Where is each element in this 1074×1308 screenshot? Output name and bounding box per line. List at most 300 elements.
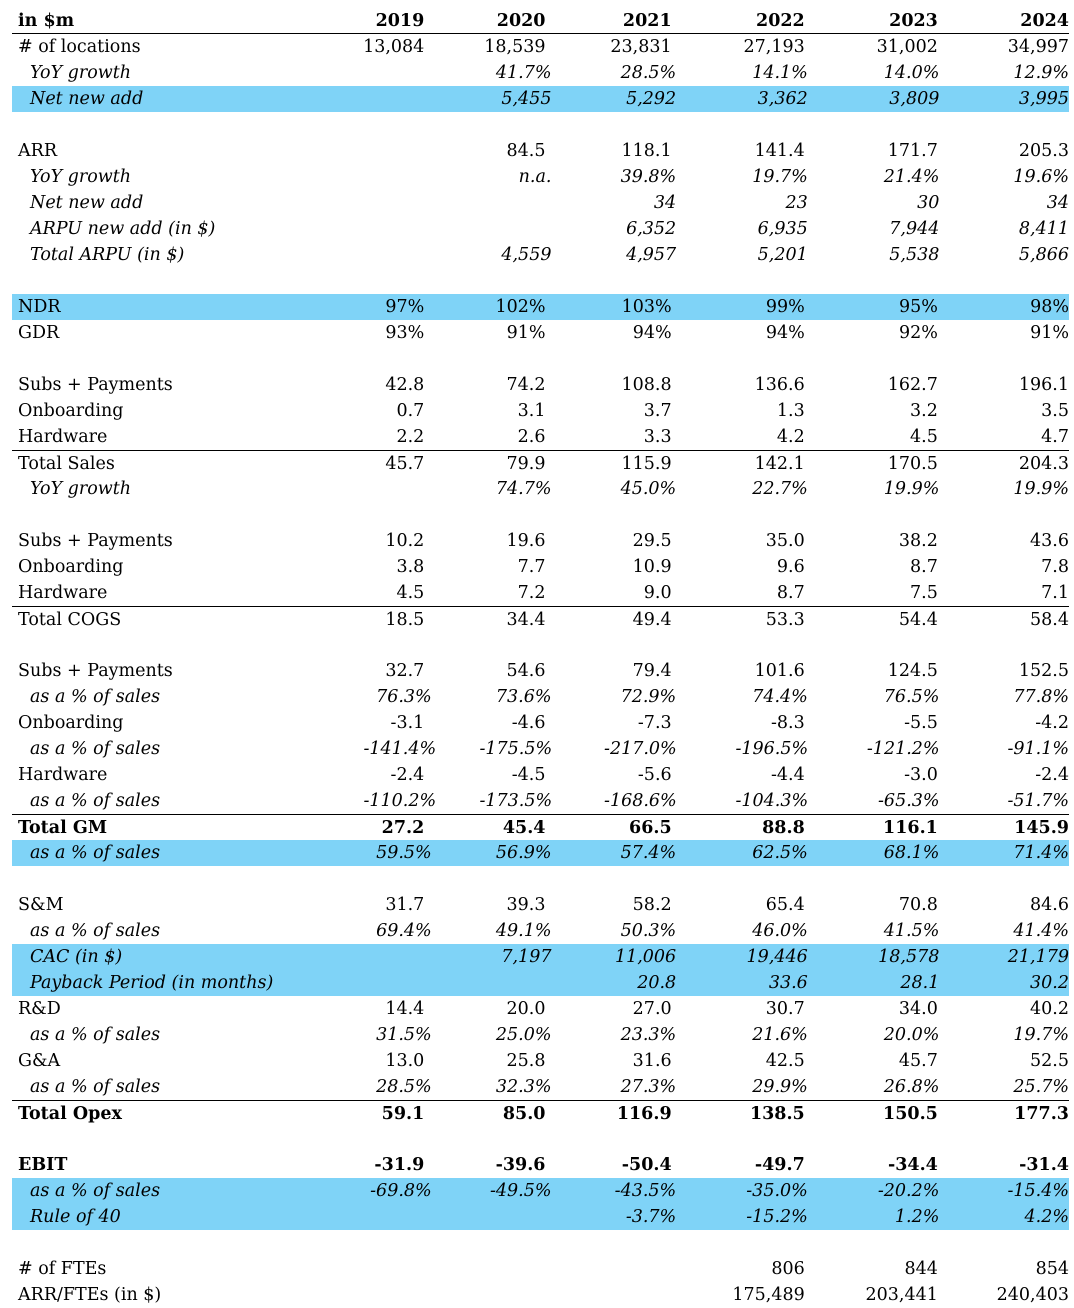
cell-2020: 25.8 <box>506 1051 546 1071</box>
cell-2020: 34.4 <box>506 610 546 630</box>
row-label: Onboarding <box>18 557 124 577</box>
cell-2021: 3.3 <box>643 427 672 447</box>
cell-2022: 141.4 <box>754 141 805 161</box>
cell-2020 <box>432 190 552 216</box>
cell-2022: 138.5 <box>749 1104 805 1124</box>
row-label: Net new add <box>30 89 144 109</box>
cell-2020: -4.5 <box>511 765 546 785</box>
cell-2023: 4.5 <box>910 427 938 447</box>
cell-2023: 28.1 <box>900 973 940 993</box>
cell-2023: 31,002 <box>876 37 938 57</box>
cell-2024: 7.1 <box>1041 583 1069 603</box>
row-label: as a % of sales <box>30 921 161 941</box>
cell-2019: 2.2 <box>396 427 425 447</box>
cell-2023: 203,441 <box>865 1285 938 1305</box>
cell-2024: 7.8 <box>1041 557 1069 577</box>
cell-2021: 28.5% <box>620 63 677 83</box>
row-label: Total Sales <box>18 454 115 474</box>
cell-2024: 84.6 <box>1030 895 1069 915</box>
cell-2024: 98% <box>1030 297 1069 317</box>
year-2021: 2021 <box>622 11 672 31</box>
cell-2023: 116.1 <box>883 818 938 838</box>
cell-2019 <box>364 242 432 268</box>
cell-2019 <box>364 164 432 190</box>
table-row <box>12 34 1069 60</box>
row-label: GDR <box>18 323 60 343</box>
cell-2022: 35.0 <box>765 531 805 551</box>
table-row <box>12 944 1069 970</box>
cell-2019: -3.1 <box>390 713 425 733</box>
year-2019: 2019 <box>375 11 425 31</box>
row-label: # of locations <box>18 37 141 57</box>
row-label: Payback Period (in months) <box>30 973 274 993</box>
row-label: NDR <box>18 297 61 317</box>
cell-2020: 84.5 <box>506 141 546 161</box>
cell-2021: 58.2 <box>632 895 672 915</box>
table-row <box>12 1048 1069 1074</box>
cell-2019 <box>364 60 432 86</box>
cell-2020: 41.7% <box>495 63 552 83</box>
cell-2023: -121.2% <box>866 739 940 759</box>
cell-2022: 806 <box>771 1259 805 1279</box>
cell-2020: 5,455 <box>501 89 552 109</box>
table-row <box>12 1256 1069 1282</box>
cell-2024: 204.3 <box>1018 454 1069 474</box>
cell-2022: 74.4% <box>752 687 808 707</box>
cell-2021: 27.3% <box>620 1077 677 1097</box>
cell-2020: 4,559 <box>501 245 552 265</box>
cell-2022: -35.0% <box>746 1181 808 1201</box>
cell-2021: 66.5 <box>629 818 672 838</box>
row-label: as a % of sales <box>30 687 161 707</box>
cell-2022: 8.7 <box>776 583 805 603</box>
cell-2019: 59.5% <box>376 843 432 863</box>
table-row <box>12 970 1069 996</box>
cell-2020: 32.3% <box>495 1077 552 1097</box>
table-row <box>12 1152 1069 1178</box>
row-label: as a % of sales <box>30 791 161 811</box>
cell-2020: 39.3 <box>506 895 546 915</box>
cell-2019: -2.4 <box>390 765 425 785</box>
cell-2022: 136.6 <box>754 375 805 395</box>
cell-2023: 92% <box>898 323 938 343</box>
row-label: Total COGS <box>18 610 122 630</box>
row-label: Hardware <box>18 583 108 603</box>
cell-2023: -3.0 <box>904 765 938 785</box>
row-label: Hardware <box>18 765 108 785</box>
year-2023: 2023 <box>889 11 938 31</box>
cell-2024: 21,179 <box>1007 947 1069 967</box>
cell-2024: -4.2 <box>1035 713 1069 733</box>
row-label: S&M <box>18 895 64 915</box>
year-2024: 2024 <box>1020 11 1069 31</box>
table-row <box>12 294 1069 320</box>
cell-2023: 150.5 <box>883 1104 938 1124</box>
cell-2019: -69.8% <box>370 1181 432 1201</box>
cell-2020: 25.0% <box>495 1025 552 1045</box>
cell-2019 <box>356 1256 425 1282</box>
cell-2020 <box>432 970 552 996</box>
cell-2023: 8.7 <box>910 557 938 577</box>
cell-2020: 20.0 <box>506 999 546 1019</box>
table-row <box>12 606 1069 632</box>
cell-2019: 31.5% <box>376 1025 432 1045</box>
row-label: as a % of sales <box>30 843 161 863</box>
cell-2023: 1.2% <box>894 1207 940 1227</box>
table-row <box>12 736 1069 762</box>
cell-2021 <box>545 1256 671 1282</box>
cell-2021: 72.9% <box>620 687 677 707</box>
cell-2019: 27.2 <box>381 818 425 838</box>
cell-2019: -110.2% <box>363 791 437 811</box>
cell-2020: 74.2 <box>506 375 546 395</box>
row-label: as a % of sales <box>30 1077 161 1097</box>
cell-2021: -5.6 <box>637 765 672 785</box>
cell-2022: 94% <box>765 323 805 343</box>
cell-2021: 108.8 <box>621 375 672 395</box>
cell-2021: 45.0% <box>620 479 677 499</box>
cell-2019: 28.5% <box>376 1077 432 1097</box>
table-row <box>12 658 1069 684</box>
cell-2023: 38.2 <box>898 531 938 551</box>
cell-2023: 26.8% <box>883 1077 940 1097</box>
cell-2021: 39.8% <box>620 167 677 187</box>
cell-2020: -173.5% <box>479 791 553 811</box>
cell-2024: 177.3 <box>1014 1104 1069 1124</box>
cell-2023: 54.4 <box>898 610 938 630</box>
table-row <box>12 424 1069 450</box>
cell-2022: 1.3 <box>776 401 805 421</box>
cell-2022: 62.5% <box>752 843 808 863</box>
cell-2024: 196.1 <box>1018 375 1069 395</box>
cell-2022: -15.2% <box>746 1207 808 1227</box>
cell-2024: 5,866 <box>1018 245 1069 265</box>
cell-2019 <box>364 216 432 242</box>
cell-2020: 102% <box>495 297 546 317</box>
cell-2022: 175,489 <box>732 1285 805 1305</box>
cell-2019: 93% <box>385 323 425 343</box>
row-label: as a % of sales <box>30 1025 161 1045</box>
row-label: Total GM <box>18 818 108 838</box>
row-label: Hardware <box>18 427 108 447</box>
cell-2024: -31.4 <box>1019 1155 1069 1175</box>
cell-2023: -65.3% <box>878 791 940 811</box>
row-label: Onboarding <box>18 401 124 421</box>
spacer-row <box>12 1126 1069 1152</box>
table-row <box>12 814 1069 840</box>
cell-2024: 34 <box>1046 193 1069 213</box>
cell-2019 <box>364 86 432 112</box>
table-row <box>12 372 1069 398</box>
cell-2021: 4,957 <box>626 245 677 265</box>
cell-2022: -104.3% <box>735 791 809 811</box>
spacer-row <box>12 866 1069 892</box>
cell-2020 <box>424 1256 545 1282</box>
cell-2020 <box>424 1282 545 1308</box>
cell-2019: -31.9 <box>374 1155 425 1175</box>
cell-2020: -4.6 <box>511 713 546 733</box>
cell-2024: -2.4 <box>1035 765 1069 785</box>
cell-2021: 79.4 <box>632 661 672 681</box>
cell-2019: 13.0 <box>385 1051 425 1071</box>
cell-2020: 7.7 <box>517 557 546 577</box>
row-label: G&A <box>18 1051 61 1071</box>
table-row <box>12 684 1069 710</box>
cell-2023: 3,809 <box>889 89 940 109</box>
row-label: YoY growth <box>30 479 132 499</box>
cell-2021: 50.3% <box>620 921 677 941</box>
header-row <box>12 8 1069 34</box>
cell-2022: 101.6 <box>754 661 805 681</box>
cell-2021: -43.5% <box>614 1181 677 1201</box>
table-row <box>12 710 1069 736</box>
cell-2023: 20.0% <box>883 1025 940 1045</box>
cell-2020: 2.6 <box>517 427 546 447</box>
table-row <box>12 1178 1069 1204</box>
table-row <box>12 242 1069 268</box>
row-label: YoY growth <box>30 167 132 187</box>
cell-2022: 33.6 <box>768 973 808 993</box>
cell-2024: 58.4 <box>1030 610 1069 630</box>
cell-2020: 54.6 <box>506 661 546 681</box>
cell-2022: 23 <box>785 193 808 213</box>
year-2022: 2022 <box>756 11 805 31</box>
cell-2019 <box>356 1282 425 1308</box>
cell-2019: 76.3% <box>376 687 432 707</box>
cell-2019: -141.4% <box>363 739 437 759</box>
row-label: Subs + Payments <box>18 531 173 551</box>
cell-2022: 88.8 <box>762 818 805 838</box>
cell-2022: 22.7% <box>752 479 808 499</box>
spacer-row <box>12 268 1069 294</box>
cell-2023: -34.4 <box>887 1155 938 1175</box>
cell-2020: 7.2 <box>517 583 546 603</box>
cell-2023: 124.5 <box>887 661 938 681</box>
cell-2023: 14.0% <box>883 63 940 83</box>
table-row <box>12 996 1069 1022</box>
table-row <box>12 1282 1069 1308</box>
table-row <box>12 528 1069 554</box>
cell-2024: 3,995 <box>1018 89 1069 109</box>
cell-2022: 42.5 <box>765 1051 805 1071</box>
cell-2020: 7,197 <box>501 947 552 967</box>
cell-2021: -7.3 <box>637 713 672 733</box>
row-label: Net new add <box>30 193 144 213</box>
row-label: ARR <box>18 141 57 161</box>
cell-2023: 5,538 <box>889 245 940 265</box>
table-row <box>12 1204 1069 1230</box>
cell-2024: 19.9% <box>1013 479 1069 499</box>
cell-2020: 91% <box>506 323 546 343</box>
cell-2021: -3.7% <box>625 1207 677 1227</box>
cell-2023: 19.9% <box>883 479 940 499</box>
cell-2019: 69.4% <box>376 921 432 941</box>
cell-2020: 56.9% <box>495 843 552 863</box>
cell-2022: 65.4 <box>765 895 805 915</box>
table-row <box>12 1100 1069 1126</box>
cell-2020: 45.4 <box>502 818 546 838</box>
cell-2020: 85.0 <box>502 1104 546 1124</box>
row-label: EBIT <box>18 1155 68 1175</box>
row-label: Subs + Payments <box>18 661 173 681</box>
table-body <box>12 34 1069 1308</box>
cell-2019: 31.7 <box>385 895 425 915</box>
row-label: ARPU new add (in $) <box>30 219 216 239</box>
cell-2023: 76.5% <box>883 687 940 707</box>
cell-2022: 27,193 <box>743 37 805 57</box>
row-label: Total ARPU (in $) <box>30 245 185 265</box>
cell-2022: -8.3 <box>771 713 805 733</box>
cell-2022: -4.4 <box>771 765 805 785</box>
table-row <box>12 788 1069 814</box>
cell-2019: 4.5 <box>396 583 425 603</box>
cell-2021: 103% <box>621 297 672 317</box>
cell-2019 <box>356 138 425 164</box>
cell-2020: 73.6% <box>495 687 552 707</box>
cell-2021: 57.4% <box>620 843 677 863</box>
cell-2022: 53.3 <box>765 610 805 630</box>
cell-2022: 30.7 <box>765 999 805 1019</box>
cell-2024: 43.6 <box>1030 531 1069 551</box>
cell-2023: 18,578 <box>878 947 940 967</box>
cell-2023: 171.7 <box>887 141 938 161</box>
cell-2023: -20.2% <box>877 1181 940 1201</box>
cell-2020 <box>432 1204 552 1230</box>
cell-2024: 19.7% <box>1013 1025 1069 1045</box>
table-row <box>12 86 1069 112</box>
cell-2022: 5,201 <box>757 245 808 265</box>
cell-2021: 10.9 <box>632 557 672 577</box>
cell-2023: 844 <box>904 1259 938 1279</box>
cell-2024: 205.3 <box>1018 141 1069 161</box>
table-row <box>12 1074 1069 1100</box>
cell-2020: -39.6 <box>495 1155 546 1175</box>
cell-2019: 13,084 <box>363 37 425 57</box>
cell-2024: 12.9% <box>1013 63 1069 83</box>
row-label: as a % of sales <box>30 739 161 759</box>
cell-2022: 4.2 <box>776 427 805 447</box>
cell-2022: -196.5% <box>735 739 809 759</box>
row-label: # of FTEs <box>18 1259 107 1279</box>
row-label: Rule of 40 <box>30 1207 121 1227</box>
cell-2020: 19.6 <box>506 531 546 551</box>
cell-2024: 19.6% <box>1013 167 1069 187</box>
cell-2019: 10.2 <box>385 531 425 551</box>
row-label: ARR/FTEs (in $) <box>18 1285 162 1305</box>
cell-2023: 68.1% <box>883 843 940 863</box>
cell-2021: 3.7 <box>643 401 672 421</box>
cell-2019 <box>364 1204 432 1230</box>
cell-2024: -91.1% <box>1007 739 1069 759</box>
cell-2024: 8,411 <box>1018 219 1069 239</box>
cell-2019: 14.4 <box>385 999 425 1019</box>
cell-2019: 32.7 <box>385 661 425 681</box>
row-label: Subs + Payments <box>18 375 173 395</box>
row-label: as a % of sales <box>30 1181 161 1201</box>
cell-2020: 74.7% <box>495 479 552 499</box>
row-label: Total Opex <box>18 1104 122 1124</box>
cell-2024: -51.7% <box>1007 791 1069 811</box>
table-row <box>12 918 1069 944</box>
table-row <box>12 398 1069 424</box>
table-row <box>12 450 1069 476</box>
cell-2023: 162.7 <box>887 375 938 395</box>
table-row <box>12 216 1069 242</box>
cell-2023: 45.7 <box>898 1051 938 1071</box>
table-row <box>12 762 1069 788</box>
cell-2020: -49.5% <box>489 1181 552 1201</box>
cell-2020: 3.1 <box>517 401 546 421</box>
table-row <box>12 138 1069 164</box>
cell-2024: 77.8% <box>1013 687 1069 707</box>
cell-2024: 25.7% <box>1013 1077 1069 1097</box>
cell-2024: 71.4% <box>1013 843 1069 863</box>
cell-2020: 18,539 <box>484 37 546 57</box>
cell-2023: 70.8 <box>898 895 938 915</box>
cell-2021: 5,292 <box>626 89 677 109</box>
cell-2022: 99% <box>765 297 805 317</box>
row-label: R&D <box>18 999 61 1019</box>
cell-2022: 142.1 <box>754 454 805 474</box>
cell-2019: 3.8 <box>396 557 425 577</box>
cell-2023: 7.5 <box>910 583 938 603</box>
cell-2021: 116.9 <box>616 1104 672 1124</box>
header-label: in $m <box>18 11 75 31</box>
cell-2023: 3.2 <box>910 401 938 421</box>
cell-2023: 41.5% <box>883 921 940 941</box>
table-row <box>12 164 1069 190</box>
cell-2021: 29.5 <box>632 531 672 551</box>
spacer-row <box>12 632 1069 658</box>
cell-2021: 20.8 <box>637 973 677 993</box>
cell-2024: 3.5 <box>1041 401 1069 421</box>
row-label: Onboarding <box>18 713 124 733</box>
cell-2023: 34.0 <box>898 999 938 1019</box>
cell-2024: -15.4% <box>1007 1181 1069 1201</box>
table-row <box>12 60 1069 86</box>
cell-2021: 23.3% <box>620 1025 677 1045</box>
cell-2019 <box>364 476 432 502</box>
cell-2023: 170.5 <box>887 454 938 474</box>
table-row <box>12 580 1069 606</box>
table-row <box>12 190 1069 216</box>
cell-2021: 49.4 <box>632 610 672 630</box>
cell-2021: -217.0% <box>604 739 677 759</box>
cell-2021: 31.6 <box>632 1051 672 1071</box>
cell-2023: 30 <box>917 193 940 213</box>
cell-2021: 9.0 <box>643 583 672 603</box>
cell-2024: 91% <box>1030 323 1069 343</box>
cell-2020: n.a. <box>518 167 552 187</box>
cell-2020: -175.5% <box>479 739 553 759</box>
cell-2024: 854 <box>1035 1259 1069 1279</box>
cell-2019 <box>364 190 432 216</box>
cell-2024: 34,997 <box>1007 37 1069 57</box>
cell-2022: 9.6 <box>776 557 805 577</box>
table-row <box>12 320 1069 346</box>
cell-2021: 23,831 <box>610 37 672 57</box>
row-label: CAC (in $) <box>30 947 123 967</box>
cell-2021: 115.9 <box>621 454 672 474</box>
cell-2024: 240,403 <box>996 1285 1069 1305</box>
cell-2022: 19.7% <box>752 167 808 187</box>
cell-2024: 152.5 <box>1018 661 1069 681</box>
cell-2022: 3,362 <box>757 89 808 109</box>
cell-2021: 6,352 <box>626 219 677 239</box>
financial-table <box>12 8 1069 1308</box>
cell-2024: 4.7 <box>1041 427 1069 447</box>
cell-2024: 41.4% <box>1013 921 1069 941</box>
